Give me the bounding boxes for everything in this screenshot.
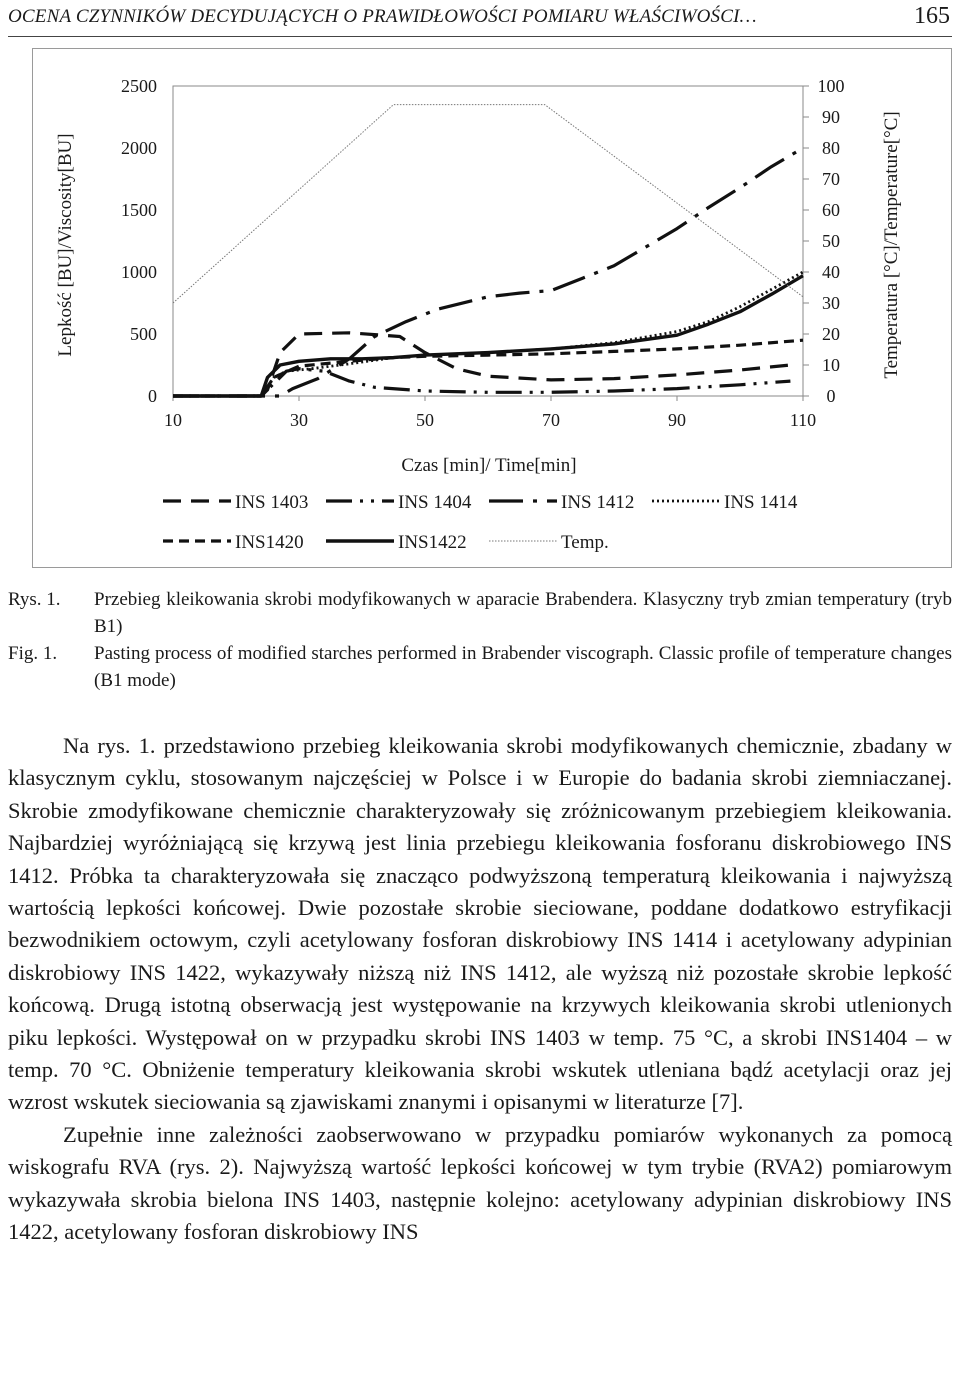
x-tick-label: 90 xyxy=(668,410,686,430)
y-left-tick-label: 0 xyxy=(148,386,157,406)
y-left-tick-label: 1000 xyxy=(121,262,157,282)
running-title: OCENA CZYNNIKÓW DECYDUJĄCYCH O PRAWIDŁOWOŚCI POMIARU WŁAŚCIWOŚCI… xyxy=(8,6,757,27)
y-right-tick-label: 30 xyxy=(822,293,840,313)
running-header xyxy=(8,2,952,37)
caption-pl-label: Rys. 1. xyxy=(8,589,61,610)
paragraph-1: Na rys. 1. przedstawiono przebieg kleikowania skrobi modyfikowanych chemicznie, zbadany w klasycznym cyklu, stosowanym najczęściej w Polsce i w Europie do badania skrobi ziemniaczanej. Skrobie zmodyfikowane chemicznie charakteryzowały się zróżnicowanym przebiegiem kleikowania. Najbardziej wyróżniającą się krzywą jest linia przebiegu kleikowania fosforanu diskrobiowego INS 1412. Próbka ta charakteryzowała się znacząco podwyższoną temperaturą kleikowania i najwyższą wartością lepkości końcowej. Dwie pozostałe skrobie sieciowane, poddane dodatkowo estryfikacji bezwodnikiem octowym, czyli acetylowany fosforan diskrobiowy INS 1414 i acetylowany adypinian diskrobiowy INS 1422, wykazywały niższą niż INS 1412, ale wyższą niż pozostałe skrobie lepkość końcową. Drugą istotną obserwacją jest występowanie na krzywych kleikowania skrobi utlenionych piku lepkości. Występował on w przypadku skrobi INS 1403 w temp. 75 °C, a skrobi INS1404 – w temp. 70 °C. Obniżenie temperatury kleikowania skrobi wskutek utleniana bądź acetylacji oraz jej wzrost wskutek sieciowania są zjawiskami znanymi i opisanymi w literaturze [7]. xyxy=(8,733,952,1115)
y-left-tick-label: 2000 xyxy=(121,138,157,158)
legend xyxy=(163,492,798,553)
legend-label-ins-1403: INS 1403 xyxy=(235,492,309,513)
caption-pl-text: Przebieg kleikowania skrobi modyfikowanych w aparacie Brabendera. Klasyczny tryb zmian temperatury (tryb B1) xyxy=(94,589,952,637)
x-tick-label: 110 xyxy=(789,410,817,430)
series-line-ins1422 xyxy=(173,276,803,396)
axes-layer xyxy=(121,76,845,430)
viscosity-chart xyxy=(33,49,951,567)
series-line-temp xyxy=(173,105,803,303)
caption-en-text: Pasting process of modified starches performed in Brabender viscograph. Classic profile of temperature changes (B1 mode) xyxy=(94,643,952,691)
y-left-tick-label: 1500 xyxy=(121,200,157,220)
x-tick-label: 30 xyxy=(290,410,308,430)
y-right-tick-label: 80 xyxy=(822,138,840,158)
y-right-tick-label: 50 xyxy=(822,231,840,251)
y-right-tick-label: 60 xyxy=(822,200,840,220)
y-right-tick-label: 70 xyxy=(822,169,840,189)
y-right-tick-label: 20 xyxy=(822,324,840,344)
y-right-tick-label: 40 xyxy=(822,262,840,282)
legend-label-temp: Temp. xyxy=(561,532,609,553)
y-axis-right-label: Temperatura [°C]/Temperature[°C] xyxy=(881,111,902,379)
series-line-ins1420 xyxy=(173,340,803,396)
paragraph-2: Zupełnie inne zależności zaobserwowano w przypadku pomiarów wykonanych za pomocą wiskografu RVA (rys. 2). Najwyższą wartość lepkości końcowej w tym trybie (RVA2) pomiarowym wykazywała skrobia bielona INS 1403, następnie kolejno: acetylowany adypinian diskrobiowy INS 1422, acetylowany fosforan diskrobiowy INS xyxy=(8,1121,952,1245)
x-tick-label: 50 xyxy=(416,410,434,430)
y-right-tick-label: 10 xyxy=(822,355,840,375)
x-tick-label: 70 xyxy=(542,410,560,430)
caption-en-label: Fig. 1. xyxy=(8,643,58,664)
y-right-tick-label: 90 xyxy=(822,107,840,127)
x-axis-label: Czas [min]/ Time[min] xyxy=(401,455,577,476)
legend-label-ins-1412: INS 1412 xyxy=(561,492,635,513)
legend-label-ins1420: INS1420 xyxy=(235,532,304,553)
figure-frame xyxy=(32,48,952,568)
figure-caption xyxy=(8,586,952,694)
caption-en xyxy=(8,640,952,694)
y-left-tick-label: 500 xyxy=(130,324,157,344)
y-axis-left-label: Lepkość [BU]/Viscosity[BU] xyxy=(55,133,76,357)
caption-pl xyxy=(8,586,952,640)
x-tick-label: 10 xyxy=(164,410,182,430)
y-right-tick-label: 100 xyxy=(817,76,845,96)
body-text xyxy=(8,730,952,1249)
legend-label-ins-1404: INS 1404 xyxy=(398,492,472,513)
legend-label-ins-1414: INS 1414 xyxy=(724,492,798,513)
y-left-tick-label: 2500 xyxy=(121,76,157,96)
y-right-tick-label: 0 xyxy=(826,386,836,406)
series-line-ins-1412 xyxy=(173,148,803,396)
page-number: 165 xyxy=(914,3,950,29)
legend-label-ins1422: INS1422 xyxy=(398,532,467,553)
series-layer xyxy=(173,105,803,396)
plot-area xyxy=(173,86,803,396)
